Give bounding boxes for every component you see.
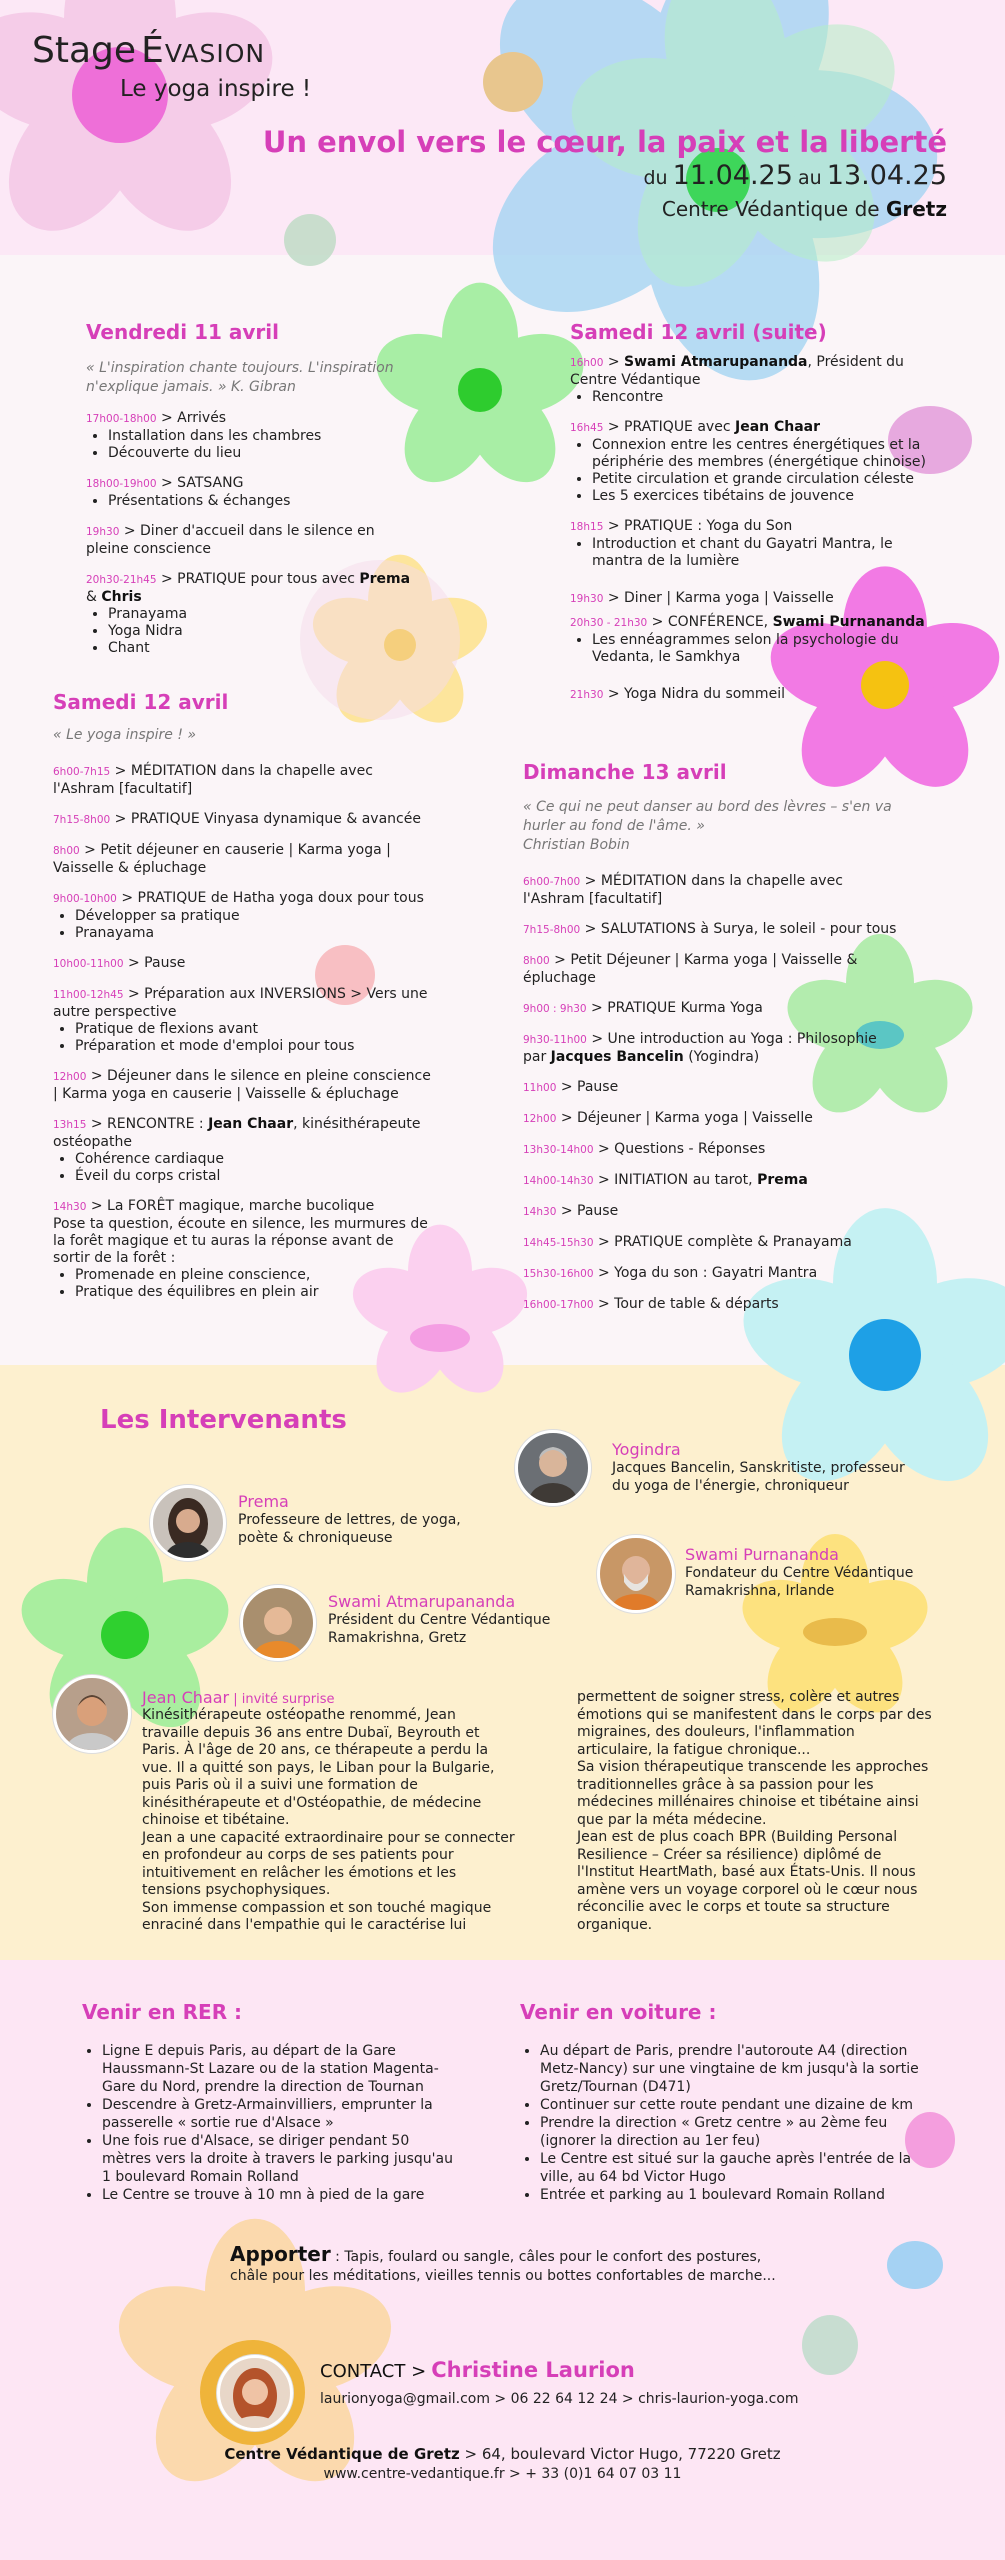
event-time: 8h00 <box>523 955 550 967</box>
list-item: • Éveil du corps cristal <box>75 1168 433 1185</box>
list-item: • Une fois rue d'Alsace, se diriger pendant 50 mètres vers la droite à travers le parking jusqu'au 1 boulevard Romain Rolland <box>102 2132 462 2186</box>
speaker-jean-chaar-cont <box>577 1689 932 1934</box>
speaker-description: Professeure de lettres, de yoga, poète & chroniqueuse <box>238 1512 461 1546</box>
list-item: • Pranayama <box>75 925 433 942</box>
sunday-quote-author: Christian Bobin <box>523 837 630 853</box>
sun-event-10 <box>523 1203 903 1221</box>
apporter-text-2: châle pour les méditations, vieilles tennis ou bottes confortables de marche... <box>230 2268 776 2284</box>
speaker-bio: Sa vision thérapeutique transcende les approches traditionnelles grâce à sa passion pour les médecines millénaires chinoise et tibétaine ainsi que par la méta médecine. <box>577 1759 929 1828</box>
footer-web: www.centre-vedantique.fr > + 33 (0)1 64 07 03 11 <box>323 2466 682 2482</box>
event-time: 7h15-8h00 <box>523 924 581 936</box>
event-text: > Pause <box>123 955 186 971</box>
sun-event-1 <box>523 873 903 908</box>
event-text: > La FORÊT magique, marche bucolique <box>86 1198 375 1214</box>
list-item: • Les 5 exercices tibétains de jouvence <box>592 488 940 505</box>
sat-event-1 <box>53 763 433 798</box>
saturday-section <box>53 690 433 1301</box>
event-text: > Pause <box>556 1079 619 1095</box>
list-item: • Continuer sur cette route pendant une dizaine de km <box>540 2096 930 2114</box>
contact-line <box>320 2358 635 2382</box>
list-item: • Yoga Nidra <box>108 623 416 640</box>
speaker-tag: | invité surprise <box>229 1692 335 1707</box>
rer-title: Venir en RER : <box>82 2000 243 2024</box>
event-time: 14h30 <box>523 1206 557 1218</box>
satc-event-1 <box>570 354 940 406</box>
date-au: au <box>797 167 822 189</box>
event-text: > Diner d'accueil dans le silence en pleine conscience <box>86 523 375 557</box>
event-text: > Yoga Nidra du sommeil <box>603 686 785 702</box>
event-time: 9h00 : 9h30 <box>523 1003 587 1015</box>
satc-event-2 <box>570 419 940 505</box>
avatar-prema <box>150 1485 226 1561</box>
speaker-name: Chris <box>101 589 142 605</box>
sunday-title: Dimanche 13 avril <box>523 760 727 784</box>
sun-event-12 <box>523 1265 903 1283</box>
date-end: 13.04.25 <box>826 160 947 191</box>
event-time: 16h45 <box>570 422 604 434</box>
event-text: > Petit Déjeuner | Karma yoga | Vaisselle & épluchage <box>523 952 858 986</box>
list-item: • Le Centre est situé sur la gauche après l'entrée de la ville, au 64 bd Victor Hugo <box>540 2150 930 2186</box>
event-text: > INITIATION au tarot, <box>593 1172 758 1188</box>
sun-event-8 <box>523 1141 903 1159</box>
footer-venue-line <box>0 2445 1005 2463</box>
sat-event-4 <box>53 890 433 942</box>
event-text: > PRATIQUE pour tous avec <box>156 571 360 587</box>
event-time: 19h30 <box>570 593 604 605</box>
list-item: • Les ennéagrammes selon la psychologie du Vedanta, le Samkhya <box>592 632 940 666</box>
event-text: > Préparation aux INVERSIONS > Vers une autre perspective <box>53 986 428 1020</box>
event-time: 15h30-16h00 <box>523 1268 594 1280</box>
list-item: • Au départ de Paris, prendre l'autoroute A4 (direction Metz-Nancy) sur une vingtaine de km jusqu'à la sortie Gretz/Tournan (D471) <box>540 2042 930 2096</box>
list-item: • Pranayama <box>108 606 416 623</box>
list-item: • Pratique de flexions avant <box>75 1021 433 1038</box>
list-item: • Rencontre <box>592 389 940 406</box>
sun-event-4 <box>523 1000 903 1018</box>
event-time: 6h00-7h00 <box>523 876 581 888</box>
list-item: • Ligne E depuis Paris, au départ de la Gare Haussmann-St Lazare ou de la station Magenta-Gare du Nord, prendre la direction de Tournan <box>102 2042 462 2096</box>
footer-address: > 64, boulevard Victor Hugo, 77220 Gretz <box>459 2445 781 2463</box>
date-range <box>643 160 947 191</box>
travel-car <box>520 2000 930 2204</box>
event-text: > Pause <box>556 1203 619 1219</box>
list-item: • Installation dans les chambres <box>108 428 416 445</box>
tagline: Le yoga inspire ! <box>120 76 312 102</box>
speaker-name: Swami Atmarupananda <box>328 1592 516 1611</box>
apporter-box <box>230 2242 850 2286</box>
speaker-name: Jacques Bancelin <box>550 1049 684 1065</box>
event-text: > PRATIQUE de Hatha yoga doux pour tous <box>116 890 424 906</box>
sun-event-3 <box>523 952 903 987</box>
event-text: > RENCONTRE : <box>86 1116 209 1132</box>
speaker-bio: permettent de soigner stress, colère et autres émotions qui se manifestent dans le corps par des migraines, des douleurs, l'inflammation articulaire, la fatigue chronique... <box>577 1689 932 1758</box>
speaker-name: Swami Purnananda <box>772 614 925 630</box>
list-item: • Connexion entre les centres énergétiques et la périphérie des membres (énergétique chinoise) <box>592 437 940 471</box>
date-du: du <box>643 167 668 189</box>
sat-event-5 <box>53 955 433 973</box>
portrait-icon <box>518 1433 588 1503</box>
avatar-atmarupananda <box>240 1585 316 1661</box>
event-text: > Déjeuner | Karma yoga | Vaisselle <box>556 1110 813 1126</box>
sat-event-6 <box>53 986 433 1055</box>
event-text: (Yogindra) <box>683 1049 760 1065</box>
avatar-yogindra <box>515 1430 591 1506</box>
event-text: > PRATIQUE Kurma Yoga <box>586 1000 763 1016</box>
slogan: Un envol vers le cœur, la paix et la liberté <box>262 125 947 159</box>
list-item: • Découverte du lieu <box>108 445 416 462</box>
list-item: • Développer sa pratique <box>75 908 433 925</box>
speaker-bio: Jean est de plus coach BPR (Building Personal Resilience – Créer sa résilience) diplômé de l'Institut HeartMath, basé aux États-Unis. Il nous amène vers un voyage corporel où le cœur nous réconcilie avec le corps et toute sa structure organique. <box>577 1829 918 1933</box>
sat-event-7 <box>53 1068 433 1103</box>
sunday-section <box>523 760 903 1314</box>
friday-title: Vendredi 11 avril <box>86 320 279 344</box>
event-text: , kinésithérapeute ostéopathe <box>53 1116 421 1150</box>
event-text: > Une introduction au Yoga : Philosophie par <box>523 1031 877 1065</box>
portrait-icon <box>243 1588 313 1658</box>
sun-event-11 <box>523 1234 903 1252</box>
sun-event-5 <box>523 1031 903 1066</box>
speaker-bio: Son immense compassion et son touché magique enraciné dans l'empathie qui le caractérise lui <box>142 1899 492 1933</box>
event-text: , Président du Centre Védantique <box>570 354 904 388</box>
portrait-icon <box>153 1488 223 1558</box>
portrait-icon <box>600 1538 672 1610</box>
event-text: > Petit déjeuner en causerie | Karma yoga | Vaisselle & épluchage <box>53 842 391 876</box>
list-item: • Entrée et parking au 1 boulevard Romain Rolland <box>540 2186 930 2204</box>
satc-event-3 <box>570 518 940 570</box>
event-time: 13h30-14h00 <box>523 1144 594 1156</box>
list-item: • Introduction et chant du Gayatri Mantra, le mantra de la lumière <box>592 536 940 570</box>
friday-event-2 <box>86 475 416 510</box>
list-item: • Cohérence cardiaque <box>75 1151 433 1168</box>
event-time: 14h00-14h30 <box>523 1175 594 1187</box>
logo-stage: Stage <box>32 30 137 71</box>
event-time: 9h30-11h00 <box>523 1034 587 1046</box>
avatar-purnananda <box>597 1535 675 1613</box>
event-time: 18h15 <box>570 521 604 533</box>
logo-evasion: Évasion <box>141 30 266 71</box>
avatar-jean-chaar <box>53 1675 131 1753</box>
event-time: 14h30 <box>53 1201 87 1213</box>
saturday-cont-title: Samedi 12 avril (suite) <box>570 320 827 344</box>
friday-event-4 <box>86 571 416 657</box>
friday-event-1 <box>86 410 416 462</box>
contact-details: laurionyoga@gmail.com > 06 22 64 12 24 > chris-laurion-yoga.com <box>320 2391 799 2407</box>
list-item: • Présentations & échanges <box>108 493 416 510</box>
venue-line <box>662 197 947 221</box>
event-time: 21h30 <box>570 689 604 701</box>
speaker-bio: Jean a une capacité extraordinaire pour se connecter en profondeur au corps de ses patients pour intuitivement en relâcher les émotions et les tensions psychophysiques. <box>142 1829 515 1898</box>
travel-rer <box>82 2000 462 2204</box>
satc-event-4 <box>570 590 940 608</box>
speaker-name: Jean Chaar <box>208 1116 294 1132</box>
portrait-icon <box>56 1678 128 1750</box>
speaker-name: Swami Purnananda <box>685 1545 839 1564</box>
sun-event-6 <box>523 1079 903 1097</box>
event-time: 10h00-11h00 <box>53 958 124 970</box>
sun-event-9 <box>523 1172 903 1190</box>
apporter-label: Apporter <box>230 2242 331 2266</box>
car-title: Venir en voiture : <box>520 2000 717 2024</box>
speaker-name: Jean Chaar <box>142 1688 230 1707</box>
footer-venue: Centre Védantique de Gretz <box>224 2445 460 2463</box>
friday-quote: « L'inspiration chante toujours. L'inspiration n'explique jamais. » K. Gibran <box>86 360 394 395</box>
satc-event-6 <box>570 686 940 704</box>
event-text: & <box>86 589 102 605</box>
speaker-name: Swami Atmarupananda <box>624 354 808 370</box>
event-text: > MÉDITATION dans la chapelle avec l'Ashram [facultatif] <box>523 873 843 907</box>
speakers-title: Les Intervenants <box>100 1405 347 1435</box>
list-item: • Promenade en pleine conscience, <box>75 1267 433 1284</box>
avatar-christine <box>217 2355 293 2431</box>
event-text: > Questions - Réponses <box>593 1141 766 1157</box>
saturday-cont-section <box>570 320 940 704</box>
list-item: • Chant <box>108 640 416 657</box>
sat-event-2 <box>53 811 433 829</box>
event-logo <box>32 30 265 71</box>
saturday-title: Samedi 12 avril <box>53 690 229 714</box>
event-text: > Diner | Karma yoga | Vaisselle <box>603 590 834 606</box>
event-time: 12h00 <box>523 1113 557 1125</box>
event-time: 19h30 <box>86 526 120 538</box>
list-item: • Prendre la direction « Gretz centre » au 2ème feu (ignorer la direction au 1er feu) <box>540 2114 930 2150</box>
speaker-description: Président du Centre Védantique Ramakrishna, Gretz <box>328 1612 551 1646</box>
sun-event-2 <box>523 921 903 939</box>
list-item: • Préparation et mode d'emploi pour tous <box>75 1038 433 1055</box>
speaker-name: Prema <box>238 1492 289 1511</box>
event-text: > SATSANG <box>156 475 244 491</box>
speaker-description: Jacques Bancelin, Sanskritiste, professeur du yoga de l'énergie, chroniqueur <box>612 1460 905 1494</box>
venue-city: Gretz <box>885 197 947 221</box>
event-time: 16h00-17h00 <box>523 1299 594 1311</box>
list-item: • Le Centre se trouve à 10 mn à pied de la gare <box>102 2186 462 2204</box>
friday-section <box>86 320 416 657</box>
sunday-quote: « Ce qui ne peut danser au bord des lèvres – s'en va hurler au fond de l'âme. » <box>523 799 892 834</box>
speaker-name: Yogindra <box>612 1440 681 1459</box>
contact-name: Christine Laurion <box>431 2358 635 2382</box>
saturday-quote: « Le yoga inspire ! » <box>53 727 197 743</box>
event-time: 11h00-12h45 <box>53 989 124 1001</box>
event-description: Pose ta question, écoute en silence, les murmures de la forêt magique et tu auras la réponse avant de sortir de la forêt : <box>53 1216 428 1266</box>
event-text: > Yoga du son : Gayatri Mantra <box>593 1265 818 1281</box>
speaker-jean-chaar <box>142 1688 517 1935</box>
event-text: > <box>603 354 625 370</box>
event-time: 11h00 <box>523 1082 557 1094</box>
event-text: > CONFÉRENCE, <box>647 614 773 630</box>
event-text: > PRATIQUE avec <box>603 419 735 435</box>
sat-event-9 <box>53 1198 433 1301</box>
event-time: 13h15 <box>53 1119 87 1131</box>
event-time: 14h45-15h30 <box>523 1237 594 1249</box>
speaker-name: Prema <box>757 1172 808 1188</box>
date-start: 11.04.25 <box>672 160 793 191</box>
event-time: 20h30 - 21h30 <box>570 617 648 629</box>
event-time: 8h00 <box>53 845 80 857</box>
list-item: • Petite circulation et grande circulation céleste <box>592 471 940 488</box>
event-time: 18h00-19h00 <box>86 478 157 490</box>
friday-event-3 <box>86 523 416 558</box>
event-text: > Déjeuner dans le silence en pleine conscience | Karma yoga en causerie | Vaisselle & épluchage <box>53 1068 431 1102</box>
venue-prefix: Centre Védantique de <box>661 197 880 221</box>
speaker-yogindra <box>612 1440 912 1495</box>
event-text: > PRATIQUE complète & Pranayama <box>593 1234 852 1250</box>
event-text: > MÉDITATION dans la chapelle avec l'Ashram [facultatif] <box>53 763 373 797</box>
contact-label: CONTACT > <box>320 2361 427 2382</box>
speaker-name: Jean Chaar <box>734 419 821 435</box>
speaker-bio: Kinésithérapeute ostéopathe renommé, Jean travaille depuis 36 ans entre Dubaï, Beyrouth et Paris. À l'âge de 20 ans, ce thérapeute a perdu la vue. Il a quitté son pays, le Liban pour la Bulgarie, puis Paris où il a suivi une formation de kinésithérapeute et d'Ostéopathie, de médecine chinoise et tibétaine. <box>142 1707 495 1828</box>
event-text: > SALUTATIONS à Surya, le soleil - pour tous <box>580 921 897 937</box>
sat-event-8 <box>53 1116 433 1185</box>
speaker-name: Prema <box>359 571 411 587</box>
event-text: > Tour de table & départs <box>593 1296 779 1312</box>
list-item: • Pratique des équilibres en plein air <box>75 1284 433 1301</box>
speaker-prema <box>238 1492 478 1547</box>
speaker-atmarupananda <box>328 1592 588 1647</box>
speaker-purnananda <box>685 1545 935 1600</box>
sat-event-3 <box>53 842 433 877</box>
event-time: 9h00-10h00 <box>53 893 117 905</box>
sun-event-7 <box>523 1110 903 1128</box>
list-item: • Descendre à Gretz-Armainvilliers, emprunter la passerelle « sortie rue d'Alsace » <box>102 2096 462 2132</box>
event-time: 20h30-21h45 <box>86 574 157 586</box>
event-time: 6h00-7h15 <box>53 766 111 778</box>
event-time: 12h00 <box>53 1071 87 1083</box>
event-time: 17h00-18h00 <box>86 413 157 425</box>
event-text: > PRATIQUE Vinyasa dynamique & avancée <box>110 811 421 827</box>
event-text: > PRATIQUE : Yoga du Son <box>603 518 793 534</box>
speaker-description: Fondateur du Centre Védantique Ramakrishna, Irlande <box>685 1565 914 1599</box>
portrait-icon <box>220 2358 290 2428</box>
event-time: 7h15-8h00 <box>53 814 111 826</box>
event-text: > Arrivés <box>156 410 227 426</box>
event-time: 16h00 <box>570 357 604 369</box>
sun-event-13 <box>523 1296 903 1314</box>
satc-event-5 <box>570 614 940 666</box>
apporter-text: : Tapis, foulard ou sangle, câles pour le confort des postures, <box>330 2249 762 2265</box>
